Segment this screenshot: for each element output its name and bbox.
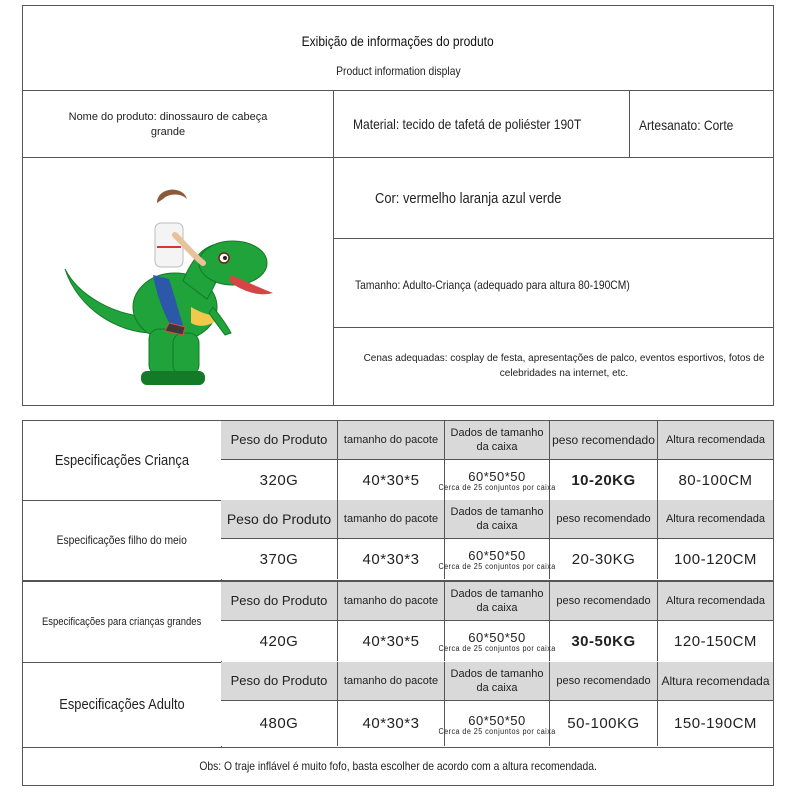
spec-header-row (221, 500, 773, 538)
dino-leg-right (173, 333, 199, 375)
value-package: 40*30*3 (338, 539, 445, 579)
box-size: 60*50*50 (468, 548, 526, 563)
value-box (438, 460, 556, 500)
spec-label: Especificações Adulto (23, 662, 222, 747)
box-note: Cerca de 25 conjuntos por caixa (438, 726, 556, 736)
header-rec-weight: peso recomendado (550, 421, 658, 459)
spec-header-row (221, 421, 773, 459)
value-weight: 420G (221, 621, 338, 661)
footnote: Obs: O traje inflável é muito fofo, basta escolher de acordo com a altura recomendada. (199, 759, 597, 773)
spec-label: Especificações filho do meio (23, 500, 222, 580)
product-name: Nome do produto: dinossauro de cabeça grande (68, 111, 268, 138)
spec-label: Especificações Criança (23, 421, 222, 500)
value-rec-weight: 10-20KG (550, 460, 658, 500)
header-weight: Peso do Produto (221, 662, 338, 700)
value-box (438, 701, 556, 746)
craft-text: Artesanato: Corte (639, 117, 734, 133)
spec-group-middle-child (23, 500, 773, 582)
rider-shirt (155, 223, 183, 267)
box-note: Cerca de 25 conjuntos por caixa (438, 644, 556, 653)
material-text: Material: tecido de tafetá de poliéster 190T (353, 116, 582, 132)
header-package: tamanho do pacote (338, 582, 445, 620)
header-rec-weight: peso recomendado (550, 582, 658, 620)
header-package: tamanho do pacote (338, 662, 445, 700)
value-rec-weight: 50-100KG (550, 701, 658, 746)
value-weight: 480G (221, 701, 338, 746)
value-weight: 370G (221, 539, 338, 579)
box-note: Cerca de 25 conjuntos por caixa (438, 483, 556, 492)
header-rec-weight: peso recomendado (550, 500, 658, 538)
color-text: Cor: vermelho laranja azul verde (375, 190, 562, 207)
value-rec-height: 100-120CM (674, 550, 757, 568)
product-image-cell (23, 157, 334, 405)
box-note: Cerca de 25 conjuntos por caixa (438, 562, 556, 571)
value-box (438, 621, 556, 661)
size-cell (333, 238, 773, 328)
spec-label: Especificações para crianças grandes (23, 582, 222, 662)
box-size: 60*50*50 (468, 712, 526, 728)
box-size: 60*50*50 (468, 630, 526, 645)
header-weight: Peso do Produto (221, 582, 338, 620)
color-cell (333, 157, 773, 239)
value-rec-height: 150-190CM (674, 715, 757, 732)
info-subtitle: Product information display (335, 64, 461, 78)
value-rec-height: 80-100CM (678, 471, 753, 489)
spec-group-child (23, 421, 773, 501)
dino-foot-right (171, 371, 205, 385)
header-rec-height: Altura recomendada (661, 674, 770, 688)
header-rec-height: Altura recomendada (665, 513, 766, 525)
spec-table (22, 420, 774, 786)
product-image (23, 157, 333, 405)
size-text: Tamanho: Adulto-Criança (adequado para altura 80-190CM) (355, 278, 630, 292)
header-package: tamanho do pacote (338, 500, 445, 538)
product-name-cell (23, 90, 334, 158)
value-package: 40*30*3 (338, 701, 445, 746)
header-box: Dados de tamanho da caixa (445, 582, 550, 620)
spec-value-row (221, 620, 773, 661)
spec-header-row (221, 582, 773, 620)
spec-value-row (221, 538, 773, 579)
header-box: Dados de tamanho da caixa (445, 500, 550, 538)
info-title: Exibição de informações do produto (301, 33, 495, 49)
header-box: Dados de tamanho da caixa (445, 421, 550, 459)
title-cell (23, 6, 773, 91)
header-weight: Peso do Produto (221, 421, 338, 459)
value-package: 40*30*5 (338, 621, 445, 661)
material-cell (333, 90, 630, 158)
spec-header-row (221, 662, 773, 700)
spec-group-big-child (23, 582, 773, 663)
spec-group-adult (23, 662, 773, 748)
value-rec-weight: 20-30KG (550, 539, 658, 579)
scenes-cell (333, 327, 773, 405)
spec-value-row (221, 700, 773, 746)
header-package: tamanho do pacote (338, 421, 445, 459)
value-box (438, 539, 556, 579)
value-rec-weight: 30-50KG (550, 621, 658, 661)
header-weight: Peso do Produto (221, 500, 338, 538)
scenes-text: Cenas adequadas: cosplay de festa, apresentações de palco, eventos esportivos, fotos de celebridades na internet, etc. (363, 353, 765, 379)
value-weight: 320G (221, 460, 338, 500)
header-rec-weight: peso recomendado (550, 662, 658, 700)
header-rec-height: Altura recomendada (665, 595, 766, 607)
header-box: Dados de tamanho da caixa (445, 662, 550, 700)
spec-value-row (221, 459, 773, 500)
value-package: 40*30*5 (338, 460, 445, 500)
product-info-table (22, 5, 774, 406)
value-rec-height: 120-150CM (674, 632, 757, 650)
header-rec-height: Altura recomendada (665, 434, 766, 446)
craft-cell (629, 90, 773, 158)
box-size: 60*50*50 (468, 469, 526, 484)
